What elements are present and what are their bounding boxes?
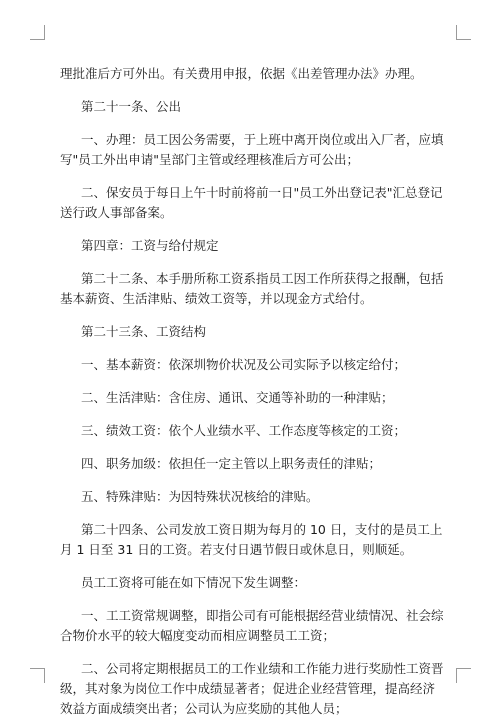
paragraph: 第二十四条、公司发放工资日期为每月的 10 日，支付的是员工上月 1 日至 31 日的工资。若支付日遇节假日或休息日，则顺延。 — [60, 522, 443, 557]
list-item: 一、工工资常规调整，即指公司有可能根据经营业绩情况、社会综合物价水平的较大幅度变动而相应调整员工工资； — [60, 608, 444, 643]
list-item: 四、职务加级：依担任一定主管以上职务责任的津贴； — [81, 456, 382, 471]
list-item: 一、基本薪资：依深圳物价状况及公司实际予以核定给付； — [81, 357, 407, 372]
list-item: 二、生活津贴：含住房、通讯、交通等补助的一种津贴； — [81, 390, 394, 405]
section-heading: 第二十一条、公出 — [81, 99, 182, 114]
document-body — [60, 64, 444, 719]
crop-mark-bottom-right — [456, 668, 471, 683]
paragraph: 理批准后方可外出。有关费用申报，依据《出差管理办法》办理。 — [60, 66, 423, 81]
paragraph: 二、保安员于每日上午十时前将前一日"员工外出登记表"汇总登记送行政人事部备案。 — [60, 185, 443, 220]
list-item: 三、绩效工资：依个人业绩水平、工作态度等核定的工资； — [81, 423, 407, 438]
paragraph: 员工工资将可能在如下情况下发生调整： — [81, 575, 307, 590]
crop-mark-bottom-left — [30, 668, 45, 683]
list-item: 二、公司将定期根据员工的工作业绩和工作能力进行奖励性工资晋级，其对象为岗位工作中成绩显著者；促进企业经营管理，提高经济效益方面成绩突出者；公司认为应奖励的其他人员； — [60, 661, 444, 716]
crop-mark-top-left — [30, 25, 45, 40]
chapter-heading: 第四章：工资与给付规定 — [81, 238, 219, 253]
paragraph: 第二十二条、本手册所称工资系指员工因工作所获得之报酬，包括基本薪资、生活津贴、绩效工资等，并以现金方式给付。 — [60, 271, 444, 306]
paragraph: 一、办理：员工因公务需要，于上班中离开岗位或出入厂者，应填写"员工外出申请"呈部门主管或经理核准后方可公出； — [60, 132, 444, 167]
crop-mark-top-right — [456, 25, 471, 40]
list-item: 五、特殊津贴：为因特殊状况核给的津贴。 — [81, 489, 319, 504]
section-heading: 第二十三条、工资结构 — [81, 324, 207, 339]
